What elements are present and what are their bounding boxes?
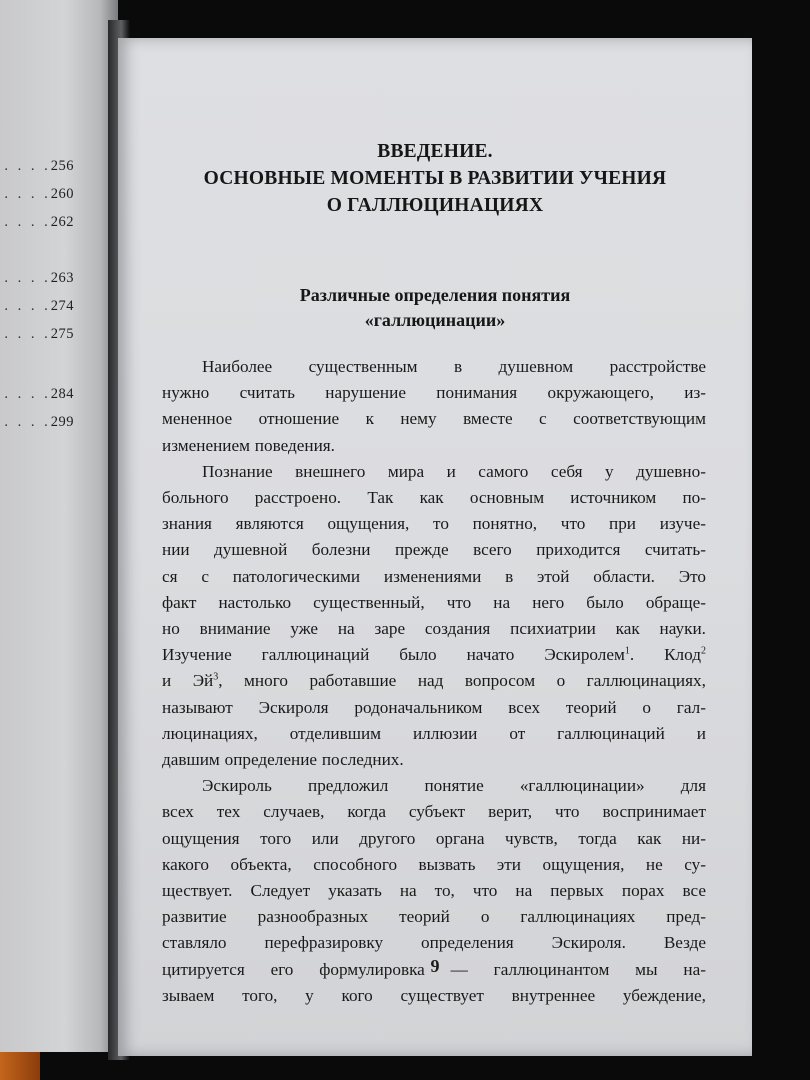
section-title [118,283,752,333]
chapter-title-line: ВВЕДЕНИЕ. [377,141,493,162]
toc-row: . . . .299 [4,414,74,430]
text-line: ся с патологическими изменениями в этой области. Это [162,566,706,586]
text-line: развитие разнообразных теорий о галлюцинациях пред- [162,907,706,927]
text-line: Эскироль предложил понятие «галлюцинации» для [202,776,706,796]
toc-row: . . . .256 [4,158,74,174]
text-line: ощущения того или другого органа чувств, тогда как ни- [162,828,706,848]
text-line: факт настолько существенный, что на него было обраще- [162,592,706,612]
text-line: и $Эй^3$, много работавшие над вопросом о галлюцинациях, [162,671,706,691]
text-line: называют Эскироля родоначальником всех теорий о гал- [162,697,706,717]
text-line: нужно считать нарушение понимания окружающего, из- [162,383,706,403]
text-line: ществует. Следует указать на то, что на первых порах все [162,881,706,901]
section-title-line: Различные определения понятия [299,285,571,305]
left-page [0,0,118,1052]
section-title-line: «галлюцинации» [364,310,506,330]
chapter-title [118,138,752,219]
body-text [162,354,706,1009]
text-line: люцинациях, отделившим иллюзии от галлюцинаций и [162,723,706,743]
text-line: зываем того, у кого существует внутреннее убеждение, [162,985,706,1005]
text-line: ставляло перефразировку определения Эскироля. Везде [162,933,706,953]
toc-row: . . . .262 [4,214,74,230]
chapter-title-line: ОСНОВНЫЕ МОМЕНТЫ В РАЗВИТИИ УЧЕНИЯ [203,168,667,189]
text-line: нии душевной болезни прежде всего приходится считать- [162,540,706,560]
text-line: знания являются ощущения, то понятно, что при изуче- [162,514,706,534]
chapter-title-line: О ГАЛЛЮЦИНАЦИЯХ [326,195,544,216]
toc-row: . . . .260 [4,186,74,202]
text-line: давшим определение последних. [162,750,404,770]
toc-row: . . . .274 [4,298,74,314]
text-line: Изучение галлюцинаций было начато Эскиролем$^1$. Клод$^2$ [162,645,706,665]
page-number: 9 [430,956,440,976]
toc-row: . . . .275 [4,326,74,342]
text-line: какого объекта, способного вызвать эти ощущения, не су- [162,854,706,874]
text-line: Наиболее существенным в душевном расстройстве [202,357,706,376]
text-line: Познание внешнего мира и самого себя у душевно- [202,461,706,481]
text-line: цитируется его формулировка — галлюцинантом мы на- [162,959,706,979]
toc-row: . . . .263 [4,270,74,286]
right-page [118,38,752,1056]
text-line: всех тех случаев, когда субъект верит, что воспринимает [162,802,706,822]
text-line: но внимание уже на заре создания психиатрии как науки. [162,619,706,639]
text-line: больного расстроено. Так как основным источником по- [162,488,706,508]
text-line: изменением поведения. [162,435,335,455]
toc-row: . . . .284 [4,386,74,402]
text-line: мененное отношение к нему вместе с соответствующим [162,409,706,429]
